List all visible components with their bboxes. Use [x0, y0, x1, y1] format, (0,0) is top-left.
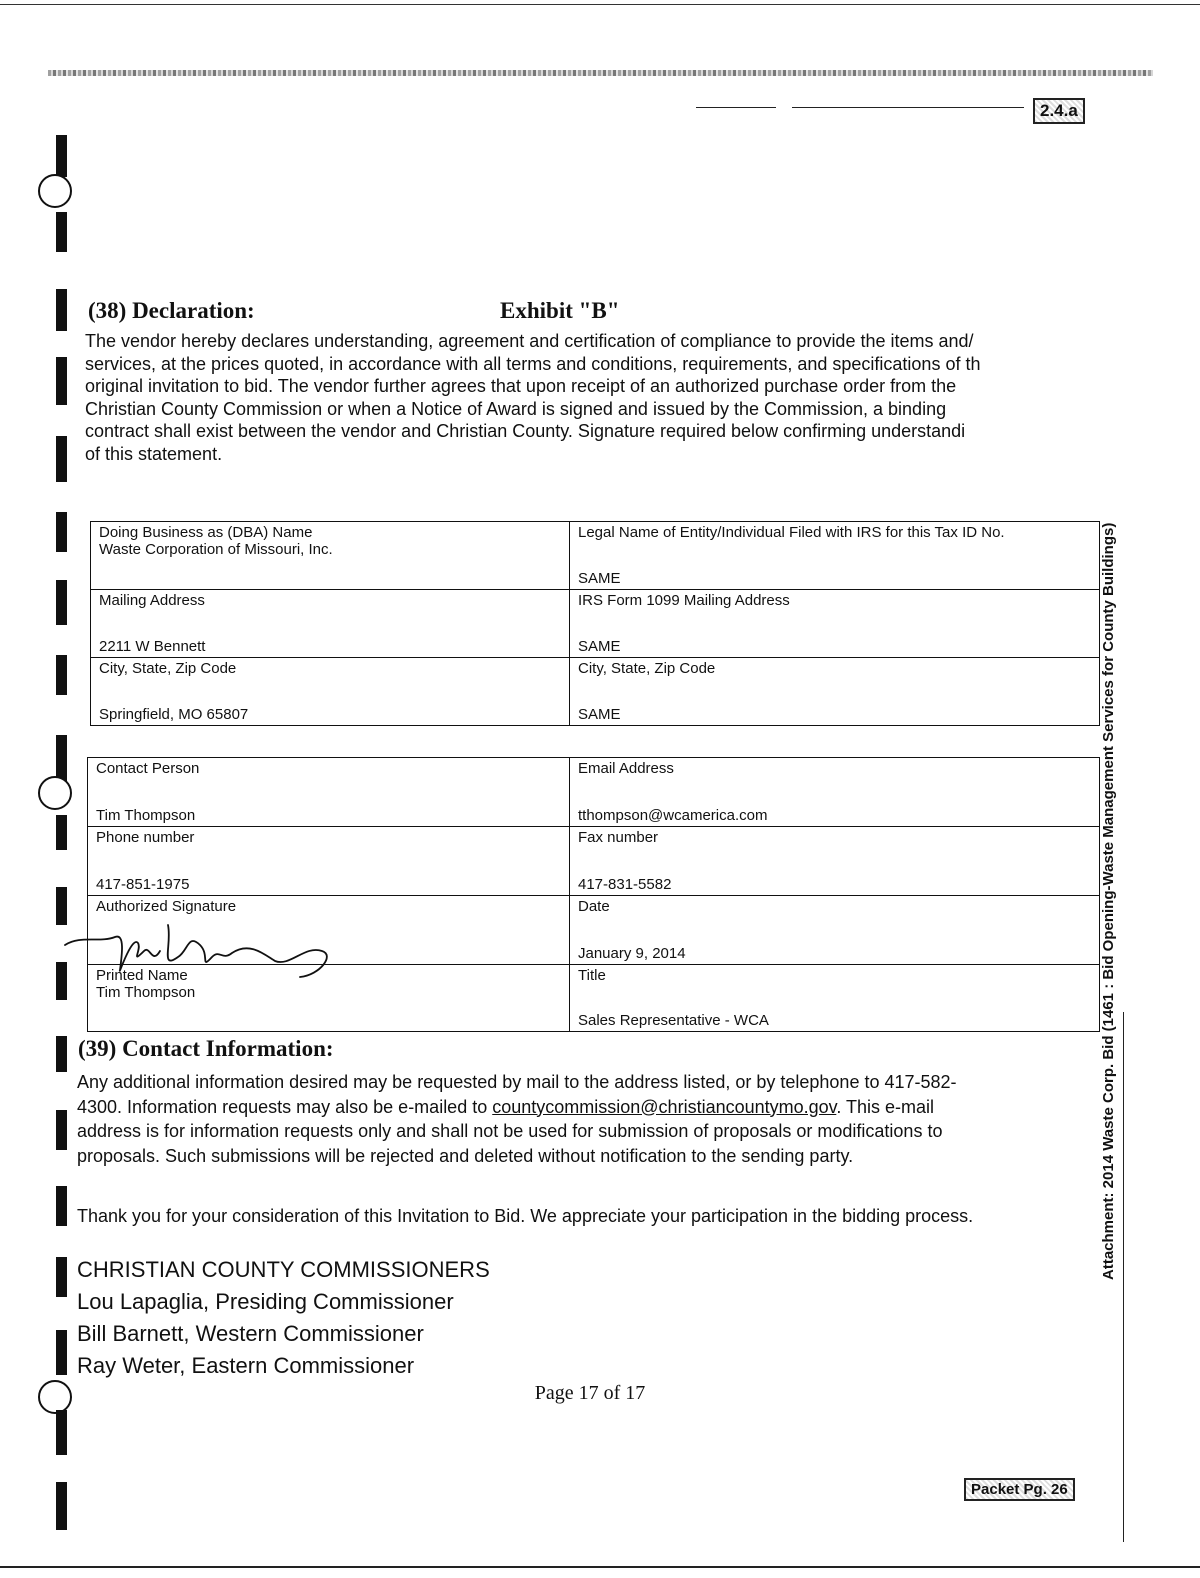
page-bottom-border — [0, 1566, 1200, 1568]
contact-info-line: Any additional information desired may be requested by mail to the address listed, or by telephone to 417-582- — [77, 1072, 957, 1092]
punch-mark — [56, 357, 67, 405]
authorized-signature-label: Authorized Signature — [96, 898, 237, 915]
agenda-item-badge: 2.4.a — [1033, 98, 1085, 124]
commissioner-line: Ray Weter, Eastern Commissioner — [77, 1353, 415, 1378]
printed-name-value[interactable]: Tim Thompson — [96, 984, 196, 1001]
commissioners-heading: CHRISTIAN COUNTY COMMISSIONERS — [77, 1257, 490, 1282]
phone-number-label: Phone number — [96, 829, 195, 846]
punch-mark — [56, 1330, 67, 1375]
handwritten-signature — [60, 915, 360, 990]
date-cell — [570, 896, 1100, 965]
phone-number-cell — [88, 827, 570, 896]
page-top-border — [0, 4, 1200, 5]
punch-hole — [38, 776, 72, 810]
irs-city-state-zip-cell — [570, 658, 1100, 726]
contact-info-paragraph — [77, 1070, 1107, 1168]
header-rule-2 — [792, 107, 1024, 108]
punch-mark — [56, 1257, 67, 1297]
irs-mailing-address-cell — [570, 590, 1100, 658]
mailing-address-cell — [91, 590, 570, 658]
punch-mark — [56, 212, 67, 252]
fax-number-label: Fax number — [578, 829, 659, 846]
punch-mark — [56, 289, 67, 331]
email-address-value[interactable]: tthompson@wcamerica.com — [578, 807, 768, 824]
contact-info-text: 4300. Information requests may also be e-mailed to — [77, 1096, 493, 1117]
declaration-line: original invitation to bid. The vendor further agrees that upon receipt of an authorized purchase order from the — [85, 376, 957, 397]
irs-city-state-zip-value[interactable]: SAME — [578, 706, 621, 723]
email-address-label: Email Address — [578, 760, 674, 777]
punch-mark — [56, 815, 67, 850]
punch-mark — [56, 1110, 67, 1150]
printed-name-label: Printed Name — [96, 967, 188, 984]
contact-person-cell — [88, 758, 570, 827]
vendor-identity-table — [90, 521, 1100, 726]
contact-signature-table — [87, 757, 1100, 1032]
commissioner-line: Lou Lapaglia, Presiding Commissioner — [77, 1289, 454, 1314]
declaration-line: The vendor hereby declares understanding, agreement and certification of compliance to provide the items and/ — [85, 331, 974, 351]
thank-you-text: Thank you for your consideration of this Invitation to Bid. We appreciate your participation in the bidding process. — [77, 1206, 974, 1226]
punch-mark — [56, 1482, 67, 1530]
punch-mark — [56, 1410, 67, 1455]
fax-number-value[interactable]: 417-831-5582 — [578, 876, 672, 893]
side-rule — [1123, 1012, 1124, 1542]
legal-name-value[interactable]: SAME — [578, 570, 621, 587]
punch-mark — [56, 436, 67, 482]
punch-mark — [56, 580, 67, 625]
punch-mark — [56, 1036, 67, 1072]
declaration-line: Christian County Commission or when a Notice of Award is signed and issued by the Commission, a binding — [85, 398, 947, 419]
declaration-line: of this statement. — [85, 443, 223, 464]
email-address-cell — [570, 758, 1100, 827]
irs-mailing-address-label: IRS Form 1099 Mailing Address — [578, 592, 790, 609]
section-38-heading: (38) Declaration: — [88, 298, 255, 323]
contact-info-line — [77, 1095, 1107, 1120]
declaration-line: services, at the prices quoted, in accordance with all terms and conditions, requirements, and specifications of th — [85, 353, 981, 374]
contact-person-value[interactable]: Tim Thompson — [96, 807, 196, 824]
punch-mark — [56, 512, 67, 552]
city-state-zip-label: City, State, Zip Code — [99, 660, 237, 677]
punch-hole — [38, 174, 72, 208]
declaration-line: contract shall exist between the vendor and Christian County. Signature required below confirming understandi — [85, 421, 966, 442]
contact-info-line: address is for information requests only and shall not be used for submission of proposals or modifications to — [77, 1121, 943, 1141]
dba-cell — [91, 522, 570, 590]
legal-name-cell — [570, 522, 1100, 590]
legal-name-label: Legal Name of Entity/Individual Filed with IRS for this Tax ID No. — [578, 524, 1005, 541]
phone-number-value[interactable]: 417-851-1975 — [96, 876, 190, 893]
punch-mark — [56, 655, 67, 695]
exhibit-label: Exhibit "B" — [500, 298, 620, 323]
scan-artifact-line — [48, 70, 1153, 76]
commissioner-line: Bill Barnett, Western Commissioner — [77, 1321, 424, 1346]
fax-number-cell — [570, 827, 1100, 896]
contact-info-line: proposals. Such submissions will be rejected and deleted without notification to the sending party. — [77, 1145, 854, 1166]
packet-page-badge: Packet Pg. 26 — [964, 1478, 1075, 1501]
irs-city-state-zip-label: City, State, Zip Code — [578, 660, 716, 677]
date-label: Date — [578, 898, 610, 915]
title-label: Title — [578, 967, 606, 984]
commission-email-link[interactable]: countycommission@christiancountymo.gov — [492, 1096, 837, 1117]
irs-mailing-address-value[interactable]: SAME — [578, 638, 621, 655]
mailing-address-label: Mailing Address — [99, 592, 205, 609]
contact-person-label: Contact Person — [96, 760, 200, 777]
punch-mark — [56, 1186, 67, 1226]
punch-mark — [56, 135, 67, 177]
header-rule — [696, 107, 776, 108]
dba-label: Doing Business as (DBA) Name — [99, 524, 313, 541]
dba-value[interactable]: Waste Corporation of Missouri, Inc. — [99, 541, 333, 558]
mailing-address-value[interactable]: 2211 W Bennett — [99, 638, 206, 655]
page-number: Page 17 of 17 — [534, 1382, 646, 1404]
title-cell — [570, 965, 1100, 1032]
city-state-zip-value[interactable]: Springfield, MO 65807 — [99, 706, 249, 723]
commissioners-list — [77, 1254, 490, 1382]
title-value[interactable]: Sales Representative - WCA — [578, 1012, 769, 1029]
section-39-heading: (39) Contact Information: — [78, 1036, 334, 1061]
declaration-paragraph — [85, 330, 1100, 466]
contact-info-text: . This e-mail — [836, 1096, 935, 1117]
date-value[interactable]: January 9, 2014 — [578, 945, 686, 962]
attachment-side-label: Attachment: 2014 Waste Corp. Bid (1461 : Bid Opening-Waste Management Services for County Buildings) — [1100, 522, 1117, 1280]
city-state-zip-cell — [91, 658, 570, 726]
